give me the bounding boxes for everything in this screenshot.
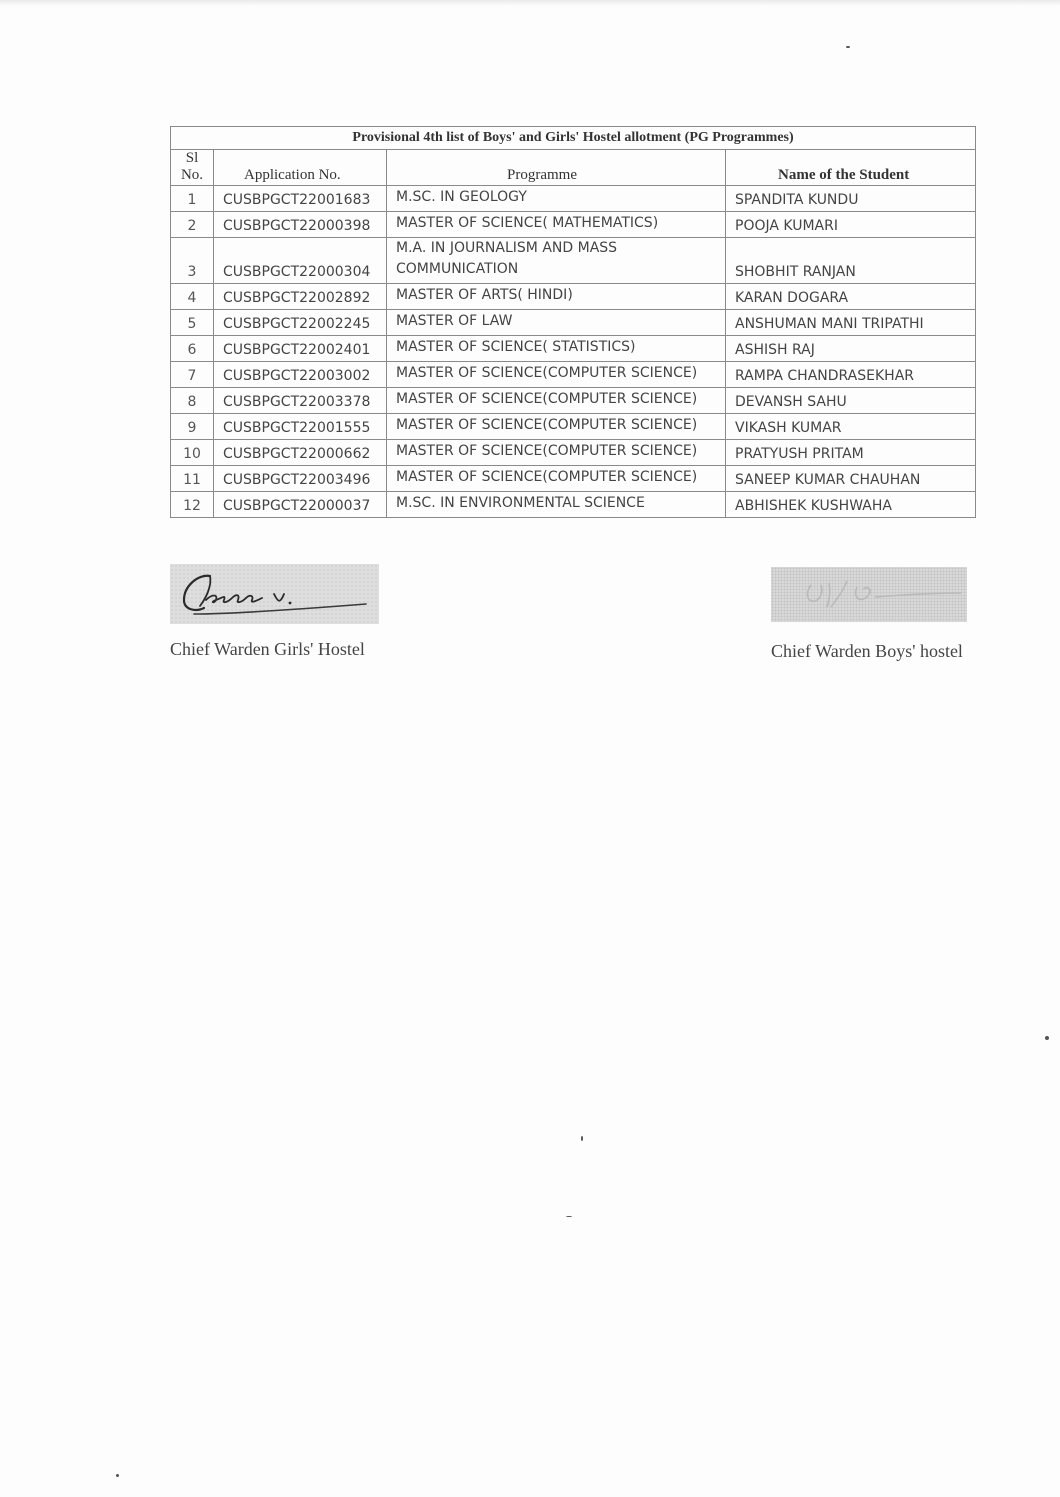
- cell-application-no: CUSBPGCT22000662: [214, 440, 387, 466]
- cell-application-no: CUSBPGCT22002245: [214, 310, 387, 336]
- cell-student-name: VIKASH KUMAR: [726, 414, 976, 440]
- cell-student-name: SANEEP KUMAR CHAUHAN: [726, 466, 976, 492]
- cell-sl: 12: [171, 492, 214, 518]
- table-row: [171, 440, 976, 466]
- allotment-table: [170, 126, 976, 518]
- header-sl-no: [171, 150, 214, 186]
- cell-application-no: CUSBPGCT22000398: [214, 212, 387, 238]
- cell-programme: MASTER OF SCIENCE(COMPUTER SCIENCE): [387, 388, 726, 414]
- cell-programme: MASTER OF SCIENCE( MATHEMATICS): [387, 212, 726, 238]
- cell-student-name: SHOBHIT RANJAN: [726, 238, 976, 284]
- table-row: [171, 212, 976, 238]
- scan-speck: [846, 46, 850, 48]
- table-row: [171, 186, 976, 212]
- cell-student-name: ABHISHEK KUSHWAHA: [726, 492, 976, 518]
- cell-application-no: CUSBPGCT22001683: [214, 186, 387, 212]
- table-row: [171, 414, 976, 440]
- girls-warden-label: Chief Warden Girls' Hostel: [170, 639, 365, 659]
- signature-girls-warden: [170, 564, 379, 624]
- cell-programme: MASTER OF SCIENCE(COMPUTER SCIENCE): [387, 440, 726, 466]
- table-row: [171, 310, 976, 336]
- table-row: [171, 336, 976, 362]
- cell-application-no: CUSBPGCT22003002: [214, 362, 387, 388]
- cell-programme: MASTER OF SCIENCE(COMPUTER SCIENCE): [387, 362, 726, 388]
- cell-application-no: CUSBPGCT22000304: [214, 238, 387, 284]
- header-student-name: Name of the Student: [726, 150, 976, 186]
- cell-sl: 3: [171, 238, 214, 284]
- table-row: [171, 492, 976, 518]
- table-row: [171, 388, 976, 414]
- cell-sl: 8: [171, 388, 214, 414]
- cell-programme: M.A. IN JOURNALISM AND MASS COMMUNICATION: [387, 238, 726, 284]
- cell-sl: 2: [171, 212, 214, 238]
- cell-sl: 7: [171, 362, 214, 388]
- cell-application-no: CUSBPGCT22000037: [214, 492, 387, 518]
- cell-programme: M.SC. IN GEOLOGY: [387, 186, 726, 212]
- boys-warden-label: Chief Warden Boys' hostel: [771, 641, 963, 661]
- handwritten-signature-icon: [771, 567, 967, 622]
- cell-application-no: CUSBPGCT22002401: [214, 336, 387, 362]
- cell-sl: 5: [171, 310, 214, 336]
- cell-sl: 10: [171, 440, 214, 466]
- cell-programme: MASTER OF SCIENCE(COMPUTER SCIENCE): [387, 466, 726, 492]
- cell-programme: MASTER OF LAW: [387, 310, 726, 336]
- scan-speck: [566, 1216, 572, 1217]
- cell-student-name: RAMPA CHANDRASEKHAR: [726, 362, 976, 388]
- cell-application-no: CUSBPGCT22002892: [214, 284, 387, 310]
- cell-programme: M.SC. IN ENVIRONMENTAL SCIENCE: [387, 492, 726, 518]
- cell-student-name: POOJA KUMARI: [726, 212, 976, 238]
- cell-application-no: CUSBPGCT22003496: [214, 466, 387, 492]
- handwritten-signature-icon: [170, 564, 379, 624]
- cell-sl: 6: [171, 336, 214, 362]
- cell-student-name: PRATYUSH PRITAM: [726, 440, 976, 466]
- table-row: [171, 238, 976, 284]
- header-sl-line2: No.: [180, 167, 204, 183]
- cell-programme: MASTER OF SCIENCE(COMPUTER SCIENCE): [387, 414, 726, 440]
- cell-student-name: ASHISH RAJ: [726, 336, 976, 362]
- signature-boys-warden: [771, 567, 967, 622]
- cell-sl: 1: [171, 186, 214, 212]
- cell-application-no: CUSBPGCT22001555: [214, 414, 387, 440]
- cell-application-no: CUSBPGCT22003378: [214, 388, 387, 414]
- header-sl-line1: Sl: [185, 150, 199, 166]
- table-title: Provisional 4th list of Boys' and Girls' Hostel allotment (PG Programmes): [171, 127, 976, 150]
- cell-student-name: SPANDITA KUNDU: [726, 186, 976, 212]
- table-row: [171, 362, 976, 388]
- table-row: [171, 284, 976, 310]
- cell-sl: 4: [171, 284, 214, 310]
- cell-programme: MASTER OF SCIENCE( STATISTICS): [387, 336, 726, 362]
- table-row: [171, 466, 976, 492]
- cell-student-name: DEVANSH SAHU: [726, 388, 976, 414]
- header-application-no: Application No.: [214, 150, 387, 186]
- page-edge-shadow: [0, 0, 1060, 6]
- cell-sl: 9: [171, 414, 214, 440]
- scan-speck: [116, 1474, 119, 1477]
- cell-student-name: ANSHUMAN MANI TRIPATHI: [726, 310, 976, 336]
- cell-programme: MASTER OF ARTS( HINDI): [387, 284, 726, 310]
- header-programme: Programme: [387, 150, 726, 186]
- cell-student-name: KARAN DOGARA: [726, 284, 976, 310]
- scan-speck: [1045, 1036, 1049, 1040]
- cell-sl: 11: [171, 466, 214, 492]
- scan-speck: [581, 1136, 583, 1141]
